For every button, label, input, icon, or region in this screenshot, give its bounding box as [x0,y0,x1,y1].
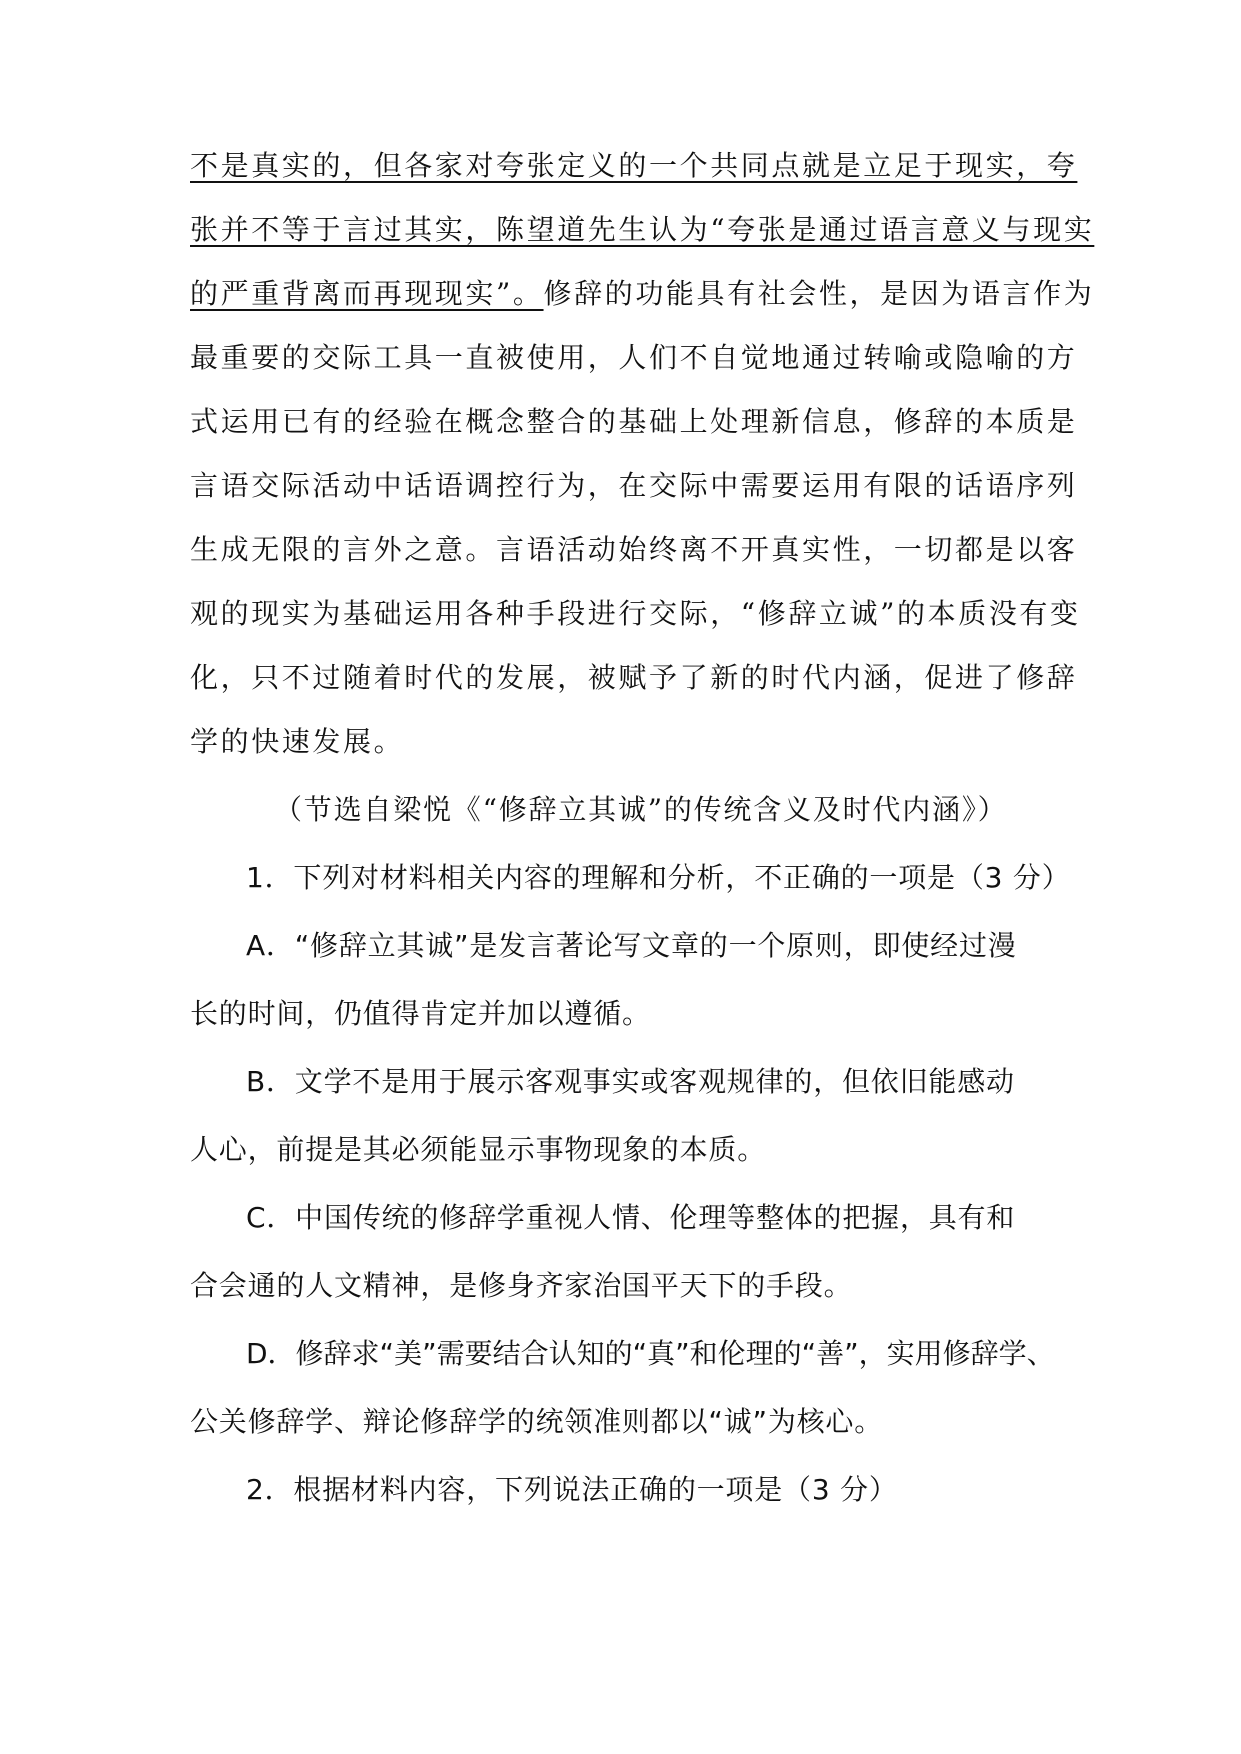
passage-line-4: 最重要的交际工具一直被使用，人们不自觉地通过转喻或隐喻的方 [190,341,1078,374]
question-1-option-b-line-1: B．文学不是用于展示客观事实或客观规律的，但依旧能感动 [246,1065,1015,1098]
question-1-option-a-line-2: 长的时间，仍值得肯定并加以遵循。 [190,997,651,1030]
question-1-option-b-line-2: 人心，前提是其必须能显示事物现象的本质。 [190,1133,767,1166]
question-1-option-c-line-2: 合会通的人文精神，是修身齐家治国平天下的手段。 [190,1269,853,1302]
passage-line-10: 学的快速发展。 [190,725,405,758]
question-2-stem: 2．根据材料内容，下列说法正确的一项是（3 分） [246,1473,898,1506]
question-1-option-d-line-1: D．修辞求“美”需要结合认知的“真”和伦理的“善”，实用修辞学、 [246,1337,1055,1370]
passage-line-5: 式运用已有的经验在概念整合的基础上处理新信息，修辞的本质是 [190,405,1078,438]
passage-line-7: 生成无限的言外之意。言语活动始终离不开真实性，一切都是以客 [190,533,1078,566]
passage-line-8: 观的现实为基础运用各种手段进行交际，“修辞立诚”的本质没有变 [190,597,1081,630]
passage-line-3-underlined: 的严重背离而再现现实”。 [190,277,544,310]
passage-line-9: 化，只不过随着时代的发展，被赋予了新的时代内涵，促进了修辞 [190,661,1078,694]
question-1-stem: 1．下列对材料相关内容的理解和分析，不正确的一项是（3 分） [246,861,1071,894]
question-1-option-c-line-1: C．中国传统的修辞学重视人情、伦理等整体的把握，具有和 [246,1201,1016,1234]
passage-line-1: 不是真实的，但各家对夸张定义的一个共同点就是立足于现实，夸 [190,149,1078,182]
question-1-option-d-line-2: 公关修辞学、辩论修辞学的统领准则都以“诚”为核心。 [190,1405,884,1438]
passage-line-3 [190,274,1095,314]
passage-source: （节选自梁悦《“修辞立其诚”的传统含义及时代内涵》） [274,793,1008,826]
passage-line-3-rest: 修辞的功能具有社会性，是因为语言作为 [543,277,1095,310]
passage-line-6: 言语交际活动中话语调控行为，在交际中需要运用有限的话语序列 [190,469,1078,502]
passage-line-2: 张并不等于言过其实，陈望道先生认为“夸张是通过语言意义与现实 [190,213,1095,246]
question-1-option-a-line-1: A．“修辞立其诚”是发言著论写文章的一个原则，即使经过漫 [246,929,1017,962]
